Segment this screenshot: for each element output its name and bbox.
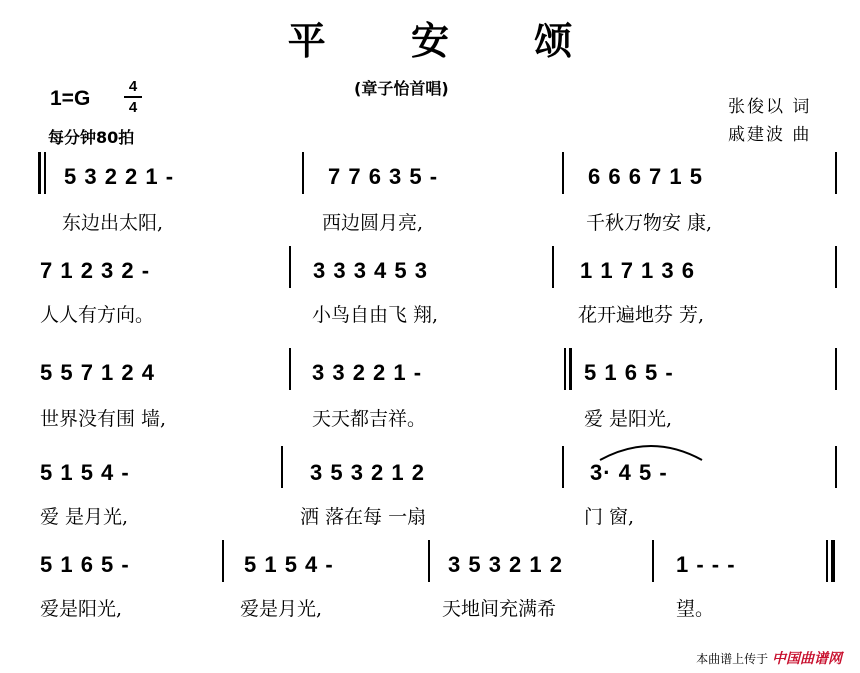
measure-notes: 1 - - - [676, 552, 736, 577]
measure-notes: 5 3 2 2 1 - [64, 164, 175, 189]
measure-notes: 3 5 3 2 1 2 [310, 460, 425, 485]
lyric-line: 花开遍地芬 芳, [578, 304, 705, 326]
song-title: 平 安 颂 [287, 19, 609, 63]
measure-notes: 6 6 6 7 1 5 [588, 164, 703, 189]
lyric-line: 西边圆月亮, [322, 212, 424, 234]
lyric-line: 门 窗, [584, 506, 635, 528]
lyric-line: 爱 是阳光, [584, 408, 673, 430]
time-signature [124, 78, 142, 116]
lyric-line: 天天都吉祥。 [312, 408, 427, 430]
performer-note: (章子怡首唱) [354, 79, 449, 98]
measure-notes: 5 1 6 5 - [40, 552, 130, 577]
tempo-marking: 每分钟80拍 [48, 128, 135, 147]
measure-notes: 3· 4 5 - [590, 460, 668, 485]
lyric-line: 爱是月光, [240, 598, 323, 620]
measure-notes: 3 5 3 2 1 2 [448, 552, 563, 577]
measure-notes: 5 1 5 4 - [40, 460, 130, 485]
lyric-line: 天地间充满希 [442, 598, 557, 620]
lyric-line: 爱是阳光, [40, 598, 123, 620]
measure-notes: 5 5 7 1 2 4 [40, 360, 155, 385]
lyric-line: 世界没有围 墙, [40, 408, 167, 430]
time-signature-top: 4 [128, 78, 138, 95]
composer-credit: 戚建波 曲 [728, 125, 812, 145]
lyric-line: 小鸟自由飞 翔, [312, 304, 439, 326]
measure-notes: 1 1 7 1 3 6 [580, 258, 695, 283]
key-signature: 1=G [50, 87, 91, 110]
lyric-line: 人人有方向。 [40, 304, 155, 326]
lyric-line: 洒 落在每 一扇 [300, 506, 427, 528]
footer-text: 本曲谱上传于 [696, 652, 769, 666]
measure-notes: 3 3 3 4 5 3 [313, 258, 428, 283]
lyric-line: 东边出太阳, [62, 212, 164, 234]
measure-notes: 7 1 2 3 2 - [40, 258, 151, 283]
measure-notes: 7 7 6 3 5 - [328, 164, 439, 189]
lyric-line: 爱 是月光, [40, 506, 129, 528]
measure-notes: 5 1 5 4 - [244, 552, 334, 577]
lyric-line: 望。 [676, 598, 715, 620]
source-footer [696, 648, 842, 668]
site-logo: 中国曲谱网 [772, 651, 842, 667]
time-signature-bottom: 4 [128, 99, 138, 116]
lyricist-credit: 张俊以 词 [728, 97, 812, 117]
measure-notes: 3 3 2 2 1 - [312, 360, 423, 385]
lyric-line: 千秋万物安 康, [586, 212, 713, 234]
measure-notes: 5 1 6 5 - [584, 360, 674, 385]
